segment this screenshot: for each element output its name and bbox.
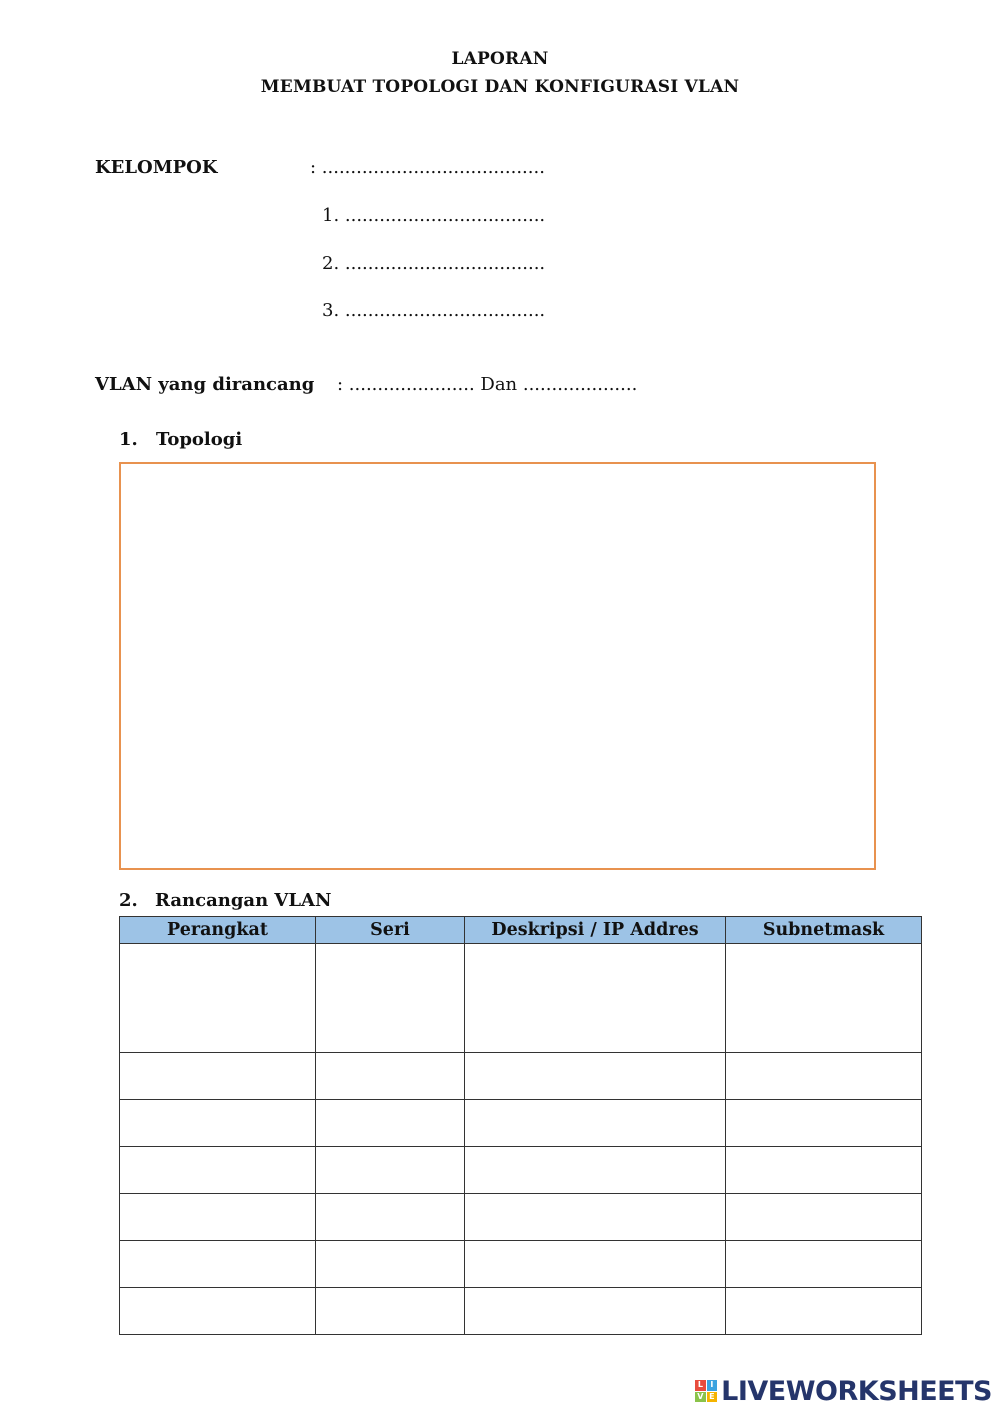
section-rancangan-number: 2. xyxy=(119,890,138,911)
table-cell[interactable] xyxy=(465,1194,726,1241)
table-cell[interactable] xyxy=(465,1288,726,1335)
table-cell[interactable] xyxy=(726,1194,922,1241)
liveworksheets-logo[interactable] xyxy=(695,1377,992,1405)
section-rancangan-title: Rancangan VLAN xyxy=(155,890,332,911)
table-cell[interactable] xyxy=(120,1288,316,1335)
table-row xyxy=(120,1194,922,1241)
table-cell[interactable] xyxy=(316,1100,465,1147)
table-row xyxy=(120,1241,922,1288)
section-topologi-title: Topologi xyxy=(156,429,243,450)
table-cell[interactable] xyxy=(120,1194,316,1241)
table-cell[interactable] xyxy=(726,1100,922,1147)
table-cell[interactable] xyxy=(316,944,465,1053)
member-1[interactable]: 1. ................................... xyxy=(322,205,546,226)
header-subnetmask: Subnetmask xyxy=(726,917,922,944)
table-row xyxy=(120,1147,922,1194)
header-deskripsi-ip: Deskripsi / IP Addres xyxy=(465,917,726,944)
table-cell[interactable] xyxy=(120,1147,316,1194)
table-cell[interactable] xyxy=(465,1053,726,1100)
document-subtitle: MEMBUAT TOPOLOGI DAN KONFIGURASI VLAN xyxy=(260,77,740,97)
liveworksheets-logo-text: LIVEWORKSHEETS xyxy=(721,1375,992,1407)
table-cell[interactable] xyxy=(316,1194,465,1241)
header-seri: Seri xyxy=(316,917,465,944)
kelompok-value[interactable]: : ....................................... xyxy=(310,157,545,178)
table-cell[interactable] xyxy=(465,1147,726,1194)
table-cell[interactable] xyxy=(316,1147,465,1194)
table-cell[interactable] xyxy=(726,1053,922,1100)
table-cell[interactable] xyxy=(120,944,316,1053)
member-3[interactable]: 3. ................................... xyxy=(322,300,546,321)
document-title: LAPORAN xyxy=(451,49,549,69)
liveworksheets-logo-icon: L I V E xyxy=(695,1380,717,1402)
section-topologi-number: 1. xyxy=(119,429,138,450)
table-row xyxy=(120,944,922,1053)
table-cell[interactable] xyxy=(120,1053,316,1100)
member-2[interactable]: 2. ................................... xyxy=(322,253,546,274)
table-cell[interactable] xyxy=(120,1241,316,1288)
table-header-row xyxy=(120,917,922,944)
table-cell[interactable] xyxy=(120,1100,316,1147)
table-cell[interactable] xyxy=(726,944,922,1053)
table-cell[interactable] xyxy=(316,1053,465,1100)
table-row xyxy=(120,1053,922,1100)
vlan-label: VLAN yang dirancang xyxy=(95,374,315,395)
vlan-value[interactable]: : ...................... Dan .................... xyxy=(337,374,638,395)
table-cell[interactable] xyxy=(726,1288,922,1335)
kelompok-label: KELOMPOK xyxy=(95,157,218,178)
table-cell[interactable] xyxy=(726,1241,922,1288)
topology-drawing-box[interactable] xyxy=(119,462,876,870)
table-cell[interactable] xyxy=(726,1147,922,1194)
vlan-design-table xyxy=(119,916,922,1335)
table-row xyxy=(120,1288,922,1335)
table-cell[interactable] xyxy=(465,1100,726,1147)
table-cell[interactable] xyxy=(465,944,726,1053)
table-row xyxy=(120,1100,922,1147)
table-cell[interactable] xyxy=(316,1241,465,1288)
header-perangkat: Perangkat xyxy=(120,917,316,944)
table-cell[interactable] xyxy=(465,1241,726,1288)
table-cell[interactable] xyxy=(316,1288,465,1335)
